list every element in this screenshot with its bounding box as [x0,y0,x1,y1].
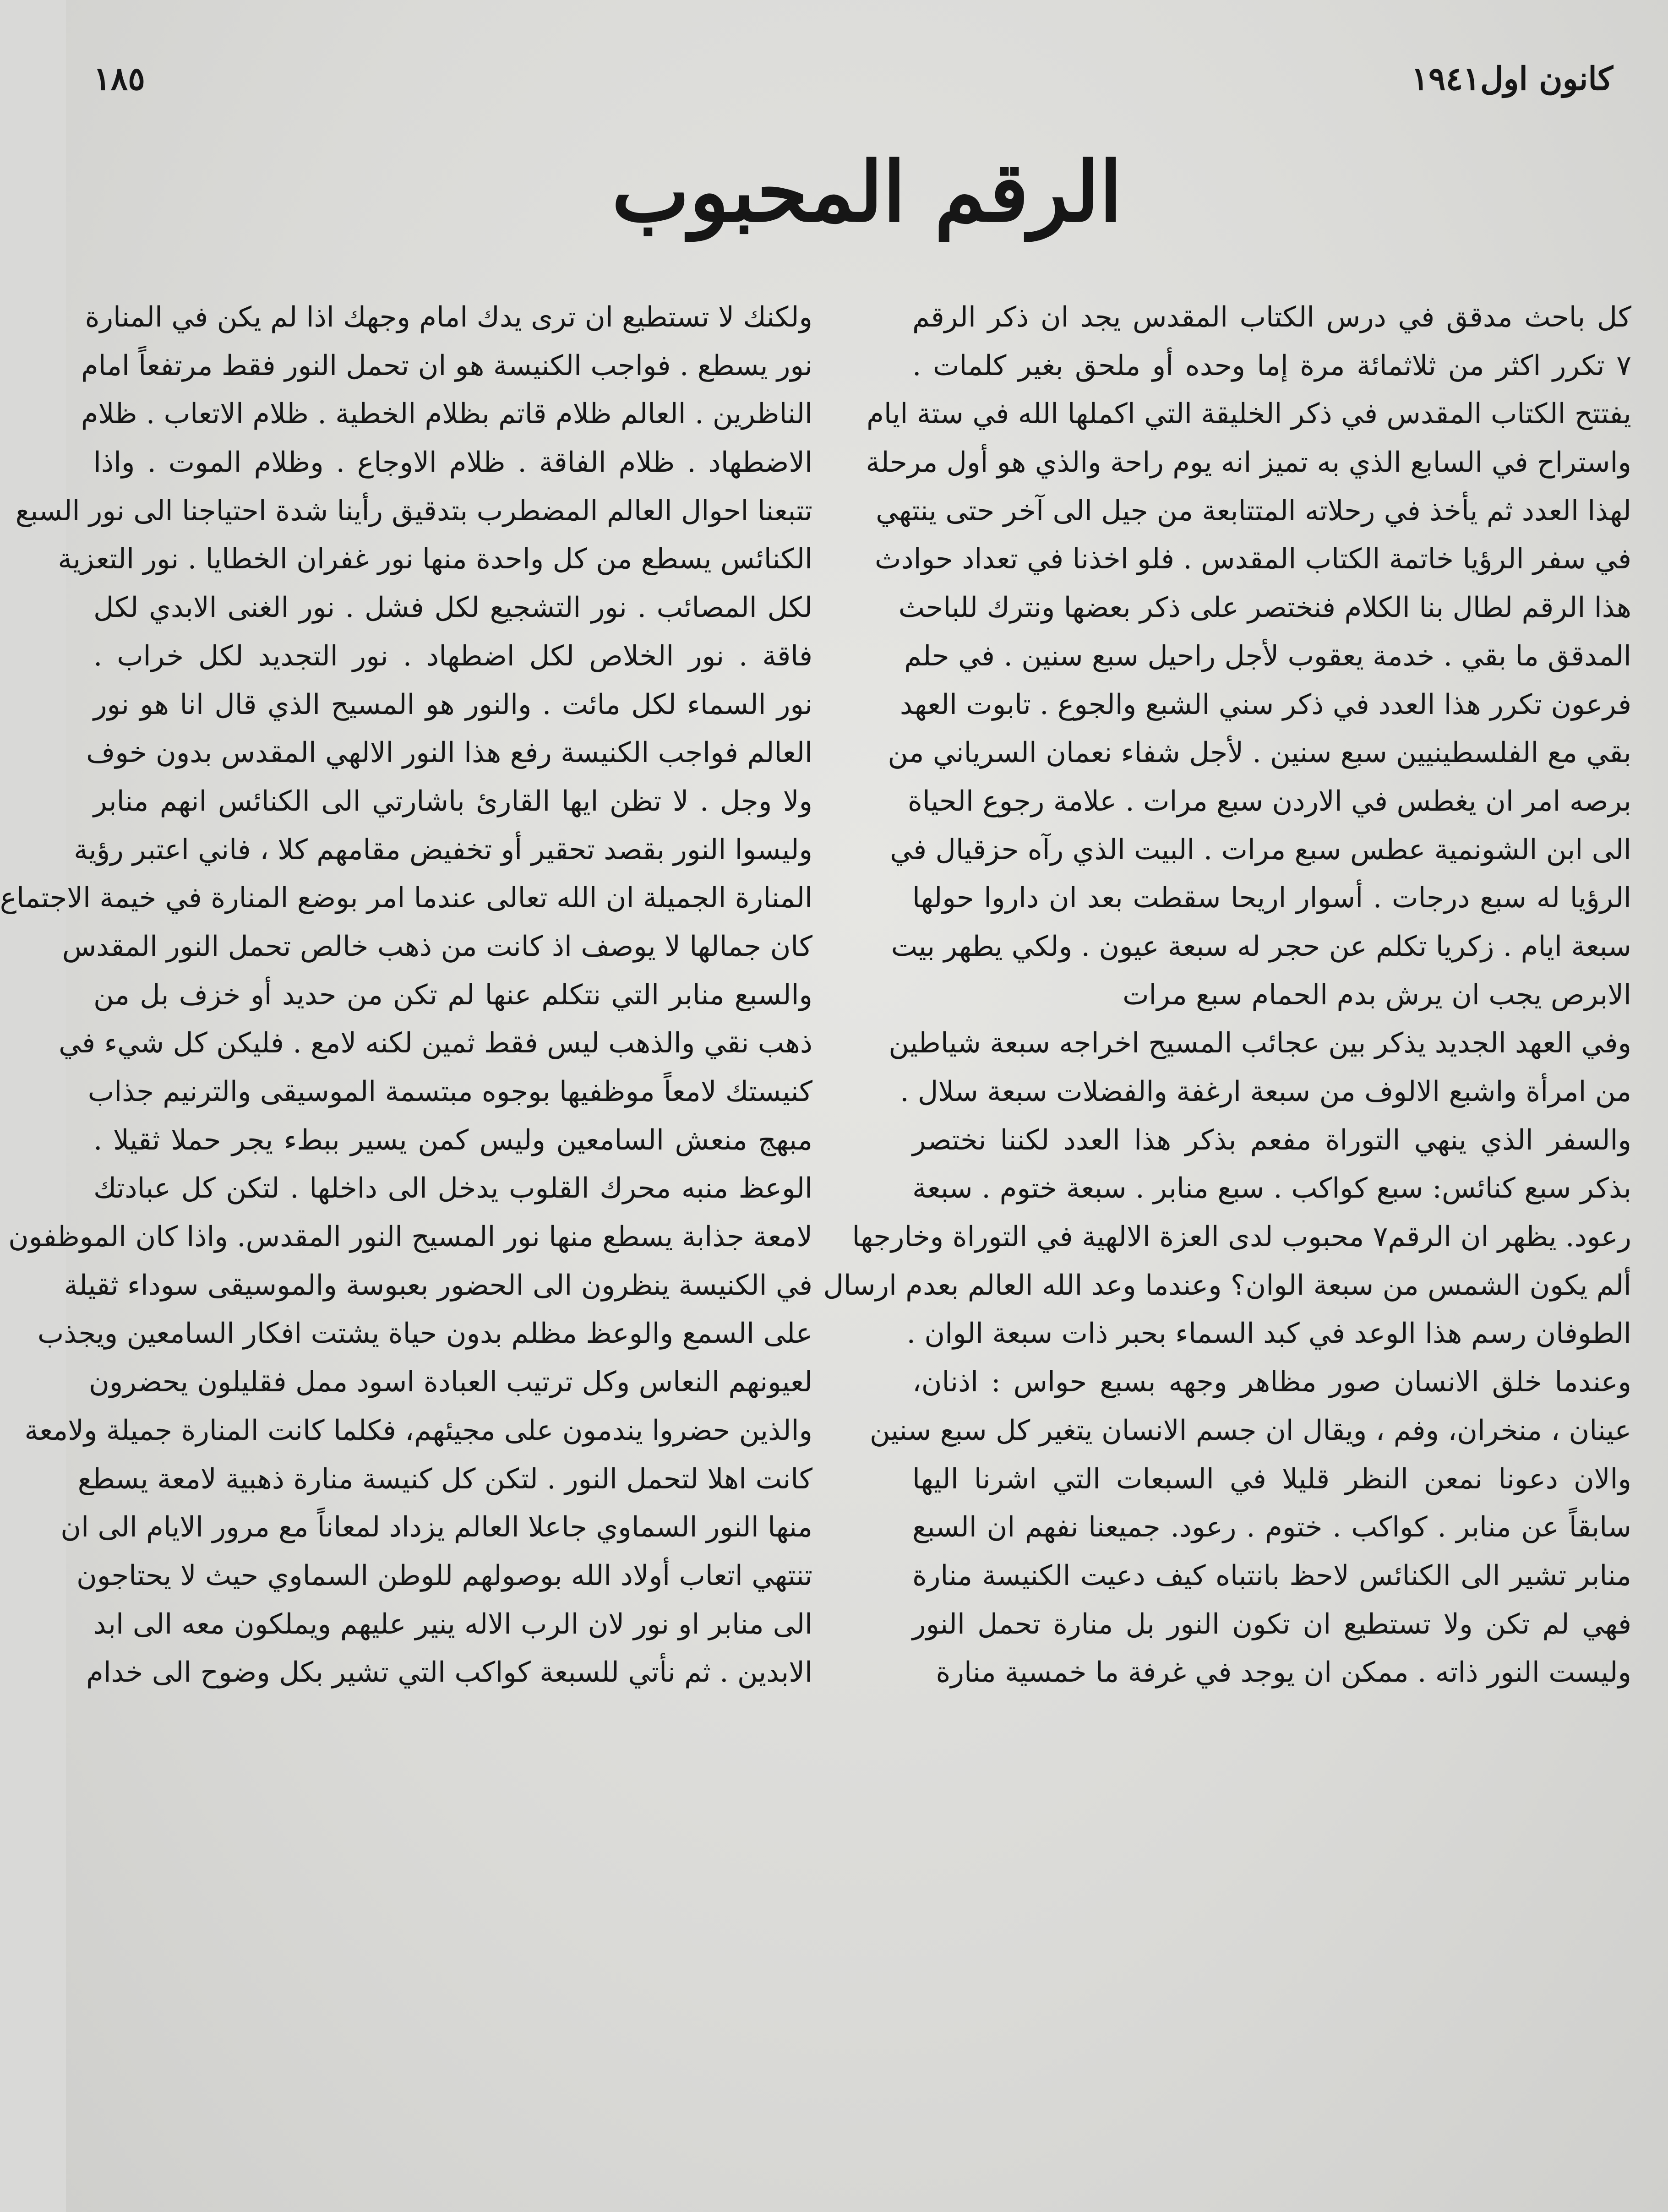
text-line: تتبعنا احوال العالم المضطرب بتدقيق رأينا شدة احتياجنا الى نور السبع [15,494,812,527]
text-line: كل باحث مدقق في درس الكتاب المقدس يجد ان ذكر الرقم [912,301,1631,333]
issue-date: كانون اول١٩٤١ [1411,60,1613,98]
text-line: ولا وجل . لا تظن ايها القارئ باشارتي الى الكنائس انهم منابر [93,785,812,817]
text-line: والان دعونا نمعن النظر قليلا في السبعات التي اشرنا اليها [912,1462,1631,1495]
text-line: الوعظ منبه محرك القلوب يدخل الى داخلها . لتكن كل عبادتك [93,1172,812,1205]
text-line: الرؤيا له سبع درجات . أسوار اريحا سقطت بعد ان داروا حولها [912,882,1631,915]
text-line: وفي العهد الجديد يذكر بين عجائب المسيح اخراجه سبعة شياطين [889,1027,1631,1060]
text-line: ٧ تكرر اكثر من ثلاثمائة مرة إما وحده أو ملحق بغير كلمات . [912,349,1631,382]
text-line: بقي مع الفلسطينيين سبع سنين . لأجل شفاء نعمان السرياني من [888,736,1631,769]
text-line: الاضطهاد . ظلام الفاقة . ظلام الاوجاع . وظلام الموت . واذا [93,446,812,479]
text-line: يفتتح الكتاب المقدس في ذكر الخليقة التي اكملها الله في ستة ايام [867,398,1631,430]
text-line: وليسوا النور بقصد تحقير أو تخفيض مقامهم كلا ، فاني اعتبر رؤية [74,833,812,866]
text-line: والسبع منابر التي نتكلم عنها لم تكن من حديد أو خزف بل من [93,978,812,1011]
text-line: نور يسطع . فواجب الكنيسة هو ان تحمل النور فقط مرتفعاً امام [81,349,812,382]
text-line: العالم فواجب الكنيسة رفع هذا النور الالهي المقدس بدون خوف [86,736,812,769]
text-line: هذا الرقم لطال بنا الكلام فنختصر على ذكر بعضها ونترك للباحث [898,591,1631,624]
text-line: لعيونهم النعاس وكل ترتيب العبادة اسود ممل فقليلون يحضرون [88,1366,812,1399]
text-line: فاقة . نور الخلاص لكل اضطهاد . نور التجديد لكل خراب . [93,639,812,672]
text-line: الناظرين . العالم ظلام قاتم بظلام الخطية . ظلام الاتعاب . ظلام [81,398,812,430]
text-line: سبعة ايام . زكريا تكلم عن حجر له سبعة عيون . ولكي يطهر بيت [891,930,1631,963]
article-column-left [0,293,812,2185]
text-line: والسفر الذي ينهي التوراة مفعم بذكر هذا العدد لكننا نختصر [912,1123,1631,1156]
text-line: الكنائس يسطع من كل واحدة منها نور غفران الخطايا . نور التعزية [58,543,812,576]
text-line: فهي لم تكن ولا تستطيع ان تكون النور بل منارة تحمل النور [912,1607,1631,1640]
text-line: سابقاً عن منابر . كواكب . ختوم . رعود. جميعنا نفهم ان السبع [912,1511,1631,1544]
text-line: كانت اهلا لتحمل النور . لتكن كل كنيسة منارة ذهبية لامعة يسطع [77,1462,812,1495]
text-line: على السمع والوعظ مظلم بدون حياة يشتت افكار السامعين ويجذب [37,1317,812,1350]
text-line: منابر تشير الى الكنائس لاحظ بانتباه كيف دعيت الكنيسة منارة [912,1559,1631,1592]
text-line: الى ابن الشونمية عطس سبع مرات . البيت الذي رآه حزقيال في [890,833,1631,866]
article-column-right [823,293,1631,2185]
text-line: واستراح في السابع الذي به تميز انه يوم راحة والذي هو أول مرحلة [866,446,1631,479]
text-line: الابرص يجب ان يرش بدم الحمام سبع مرات [1123,978,1631,1011]
text-line: في الكنيسة ينظرون الى الحضور بعبوسة والموسيقى سوداء ثقيلة [64,1269,812,1302]
text-line: الابدين . ثم نأتي للسبعة كواكب التي تشير بكل وضوح الى خدام [86,1656,812,1689]
text-line: كان جمالها لا يوصف اذ كانت من ذهب خالص تحمل النور المقدس [62,930,812,963]
text-line: وعندما خلق الانسان صور مظاهر وجهه بسبع حواس : اذنان، [912,1366,1631,1399]
text-line: المدقق ما بقي . خدمة يعقوب لأجل راحيل سبع سنين . في حلم [904,639,1631,672]
text-line: وليست النور ذاته . ممكن ان يوجد في غرفة ما خمسية منارة [936,1656,1631,1689]
text-line: تنتهي اتعاب أولاد الله بوصولهم للوطن السماوي حيث لا يحتاجون [76,1559,812,1592]
text-line: من امرأة واشبع الالوف من سبعة ارغفة والفضلات سبعة سلال . [900,1075,1631,1108]
text-line: عينان ، منخران، وفم ، ويقال ان جسم الانسان يتغير كل سبع سنين [869,1414,1631,1447]
text-line: الطوفان رسم هذا الوعد في كبد السماء بحبر ذات سبعة الوان . [906,1317,1631,1350]
page-number: ١٨٥ [93,60,145,98]
text-line: المنارة الجميلة ان الله تعالى عندما امر بوضع المنارة في خيمة الاجتماع [0,882,812,915]
text-line: لكل المصائب . نور التشجيع لكل فشل . نور الغنى الابدي لكل [93,591,812,624]
text-line: لامعة جذابة يسطع منها نور المسيح النور المقدس. واذا كان الموظفون [8,1220,812,1253]
text-line: كنيستك لامعاً موظفيها بوجوه مبتسمة الموسيقى والترنيم جذاب [87,1075,812,1108]
article-title: الرقم المحبوب [611,144,1123,240]
text-line: ذهب نقي والذهب ليس فقط ثمين لكنه لامع . فليكن كل شيء في [59,1027,812,1060]
text-line: والذين حضروا يندمون على مجيئهم، فكلما كانت المنارة جميلة ولامعة [24,1414,812,1447]
text-line: نور السماء لكل مائت . والنور هو المسيح الذي قال انا هو نور [93,688,812,721]
text-line: الى منابر او نور لان الرب الاله ينير عليهم ويملكون معه الى ابد [93,1607,812,1640]
text-line: فرعون تكرر هذا العدد في ذكر سني الشبع والجوع . تابوت العهد [899,688,1631,721]
text-line: منها النور السماوي جاعلا العالم يزداد لمعاناً مع مرور الايام الى ان [60,1511,812,1544]
text-line: ولكنك لا تستطيع ان ترى يدك امام وجهك اذا لم يكن في المنارة [85,301,812,333]
text-line: مبهج منعش السامعين وليس كمن يسير ببطء يجر حملا ثقيلا . [93,1123,812,1156]
text-line: بذكر سبع كنائس: سبع كواكب . سبع منابر . سبعة ختوم . سبعة [912,1172,1631,1205]
text-line: برصه امر ان يغطس في الاردن سبع مرات . علامة رجوع الحياة [907,785,1631,817]
text-line: في سفر الرؤيا خاتمة الكتاب المقدس . فلو اخذنا في تعداد حوادث [875,543,1631,576]
text-line: رعود. يظهر ان الرقم٧ محبوب لدى العزة الالهية في التوراة وخارجها [852,1220,1631,1253]
text-line: ألم يكون الشمس من سبعة الوان؟ وعندما وعد الله العالم بعدم ارسال [823,1269,1631,1302]
text-line: لهذا العدد ثم يأخذ في رحلاته المتتابعة من جيل الى آخر حتى ينتهي [876,494,1631,527]
